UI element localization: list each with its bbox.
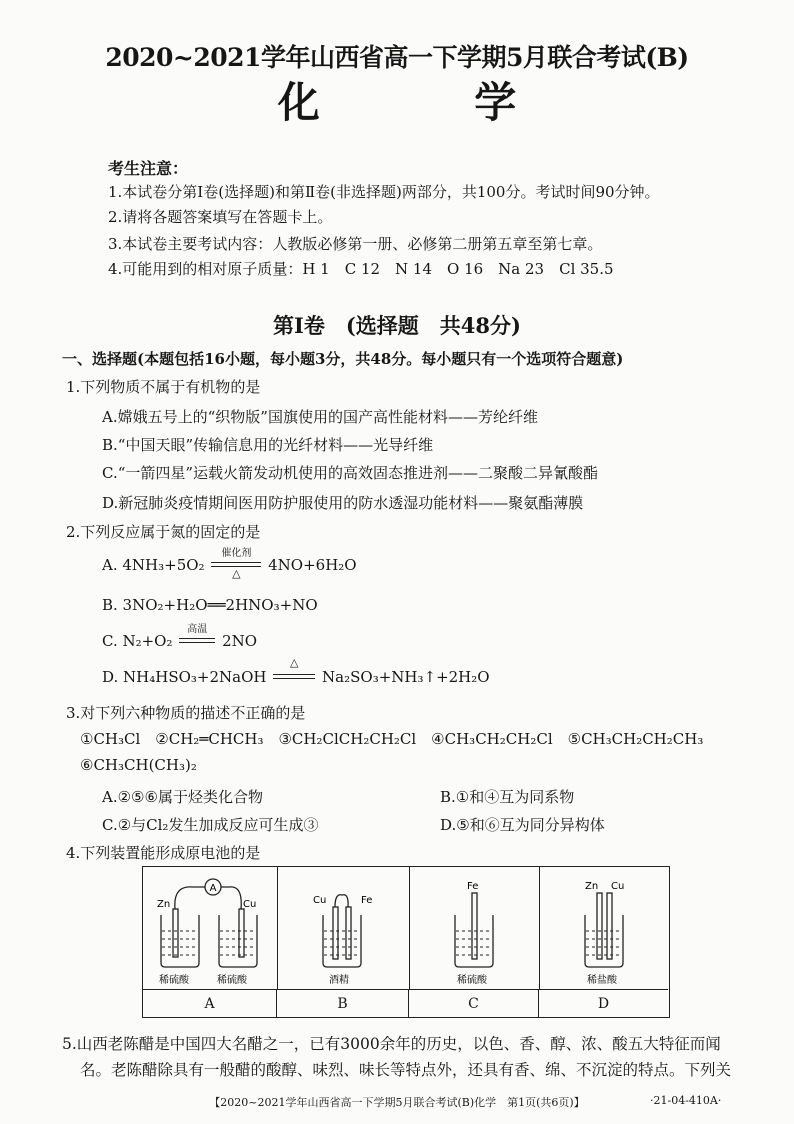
label-a: A xyxy=(143,989,277,1017)
ammeter-label: A xyxy=(209,883,217,894)
q2-a-reactants: A. 4NH₃+5O₂ xyxy=(102,556,205,574)
apparatus-a-drawing xyxy=(143,867,277,989)
q2-a-condition-top: 催化剂 xyxy=(221,548,252,559)
q2-c-condition-top: 高温 xyxy=(187,624,208,635)
q2-option-d xyxy=(102,656,490,687)
q3-option-a: A.②⑤⑥属于烃类化合物 xyxy=(102,788,263,806)
q1-option-d: D.新冠肺炎疫情期间医用防护服使用的防水透湿功能材料——聚氨酯薄膜 xyxy=(102,494,584,512)
q2-stem: 2.下列反应属于氮的固定的是 xyxy=(66,523,261,541)
apparatus-a xyxy=(143,867,278,989)
q3-option-d: D.⑤和⑥互为同分异构体 xyxy=(440,816,605,834)
b-cu-label: Cu xyxy=(313,895,327,906)
q3-substances-line1: ①CH₃Cl ②CH₂═CHCH₃ ③CH₂ClCH₂CH₂Cl ④CH₃CH₂CH₂Cl ⑤CH₃CH₂CH₂CH₃ xyxy=(80,730,704,748)
q3-substances-line2: ⑥CH₃CH(CH₃)₂ xyxy=(80,756,197,774)
b-fe-label: Fe xyxy=(361,895,373,906)
apparatus-c xyxy=(409,867,540,989)
a-solution-1: 稀硫酸 xyxy=(159,975,189,986)
a-zn-label: Zn xyxy=(157,899,171,910)
apparatus-d-drawing xyxy=(539,867,668,989)
exam-title: 2020~2021学年山西省高一下学期5月联合考试(B) xyxy=(105,43,689,72)
q2-c-arrow xyxy=(177,624,217,651)
d-solution: 稀盐酸 xyxy=(587,975,617,986)
notice-item: 2.请将各题答案填写在答题卡上。 xyxy=(108,208,333,226)
apparatus-c-drawing xyxy=(409,867,539,989)
q2-d-arrow xyxy=(271,656,317,687)
q1-stem: 1.下列物质不属于有机物的是 xyxy=(66,378,261,396)
d-cu-label: Cu xyxy=(611,881,625,892)
q4-figure-table xyxy=(142,866,670,1018)
apparatus-b-drawing xyxy=(277,867,409,989)
c-fe-label: Fe xyxy=(467,881,479,892)
section-title: 第Ⅰ卷 (选择题 共48分) xyxy=(273,313,521,338)
q2-option-c xyxy=(102,624,258,651)
q2-a-products: 4NO+6H₂O xyxy=(268,556,357,574)
q2-option-a xyxy=(102,548,357,580)
q2-option-b: B. 3NO₂+H₂O══2HNO₃+NO xyxy=(102,596,318,614)
q3-stem: 3.对下列六种物质的描述不正确的是 xyxy=(66,704,306,722)
q2-a-condition-bottom: △ xyxy=(232,567,241,580)
q2-d-products: Na₂SO₃+NH₃↑+2H₂O xyxy=(322,668,490,686)
b-solution: 酒精 xyxy=(329,975,349,986)
apparatus-d xyxy=(539,867,668,989)
q3-option-c: C.②与Cl₂发生加成反应可生成③ xyxy=(102,816,319,834)
q1-option-a: A.嫦娥五号上的“织物版”国旗使用的国产高性能材料——芳纶纤维 xyxy=(102,408,538,426)
q2-d-reactants: D. NH₄HSO₃+2NaOH xyxy=(102,668,267,686)
q1-option-b: B.“中国天眼”传输信息用的光纤材料——光导纤维 xyxy=(102,436,434,454)
a-solution-2: 稀硫酸 xyxy=(217,975,247,986)
page-footer: 【2020~2021学年山西省高一下学期5月联合考试(B)化学 第1页(共6页)】 xyxy=(209,1096,585,1109)
q3-option-b: B.①和④互为同系物 xyxy=(440,788,575,806)
q2-a-arrow xyxy=(209,548,263,580)
notice-heading: 考生注意： xyxy=(108,159,189,178)
q2-c-products: 2NO xyxy=(222,632,258,650)
q4-stem: 4.下列装置能形成原电池的是 xyxy=(66,844,261,862)
notice-item: 3.本试卷主要考试内容：人教版必修第一册、必修第二册第五章至第七章。 xyxy=(108,235,603,253)
label-d: D xyxy=(539,989,668,1018)
notice-item: 1.本试卷分第Ⅰ卷(选择题)和第Ⅱ卷(非选择题)两部分，共100分。考试时间90分钟。 xyxy=(108,183,660,201)
q2-d-condition-top: △ xyxy=(290,656,299,669)
q1-option-c: C.“一箭四星”运载火箭发动机使用的高效固态推进剂——二聚酸二异氰酸酯 xyxy=(102,464,599,482)
q5-line1: 5.山西老陈醋是中国四大名醋之一，已有3000余年的历史，以色、香、醇、浓、酸五大特征而闻 xyxy=(62,1035,721,1053)
c-solution: 稀硫酸 xyxy=(457,975,487,986)
label-c: C xyxy=(409,989,539,1017)
apparatus-b xyxy=(277,867,410,989)
q5-line2: 名。老陈醋除具有一般醋的酸醇、味烈、味长等特点外，还具有香、绵、不沉淀的特点。下列关 xyxy=(80,1061,732,1079)
notice-item: 4.可能用到的相对原子质量：H 1 C 12 N 14 O 16 Na 23 Cl 35.5 xyxy=(108,260,614,278)
label-b: B xyxy=(277,989,409,1017)
a-cu-label: Cu xyxy=(243,899,257,910)
exam-code: ·21-04-410A· xyxy=(650,1094,722,1107)
q2-c-reactants: C. N₂+O₂ xyxy=(102,632,173,650)
d-zn-label: Zn xyxy=(585,881,599,892)
part-title: 一、选择题(本题包括16小题，每小题3分，共48分。每小题只有一个选项符合题意) xyxy=(62,350,624,368)
subject-title: 化 学 xyxy=(277,78,587,127)
